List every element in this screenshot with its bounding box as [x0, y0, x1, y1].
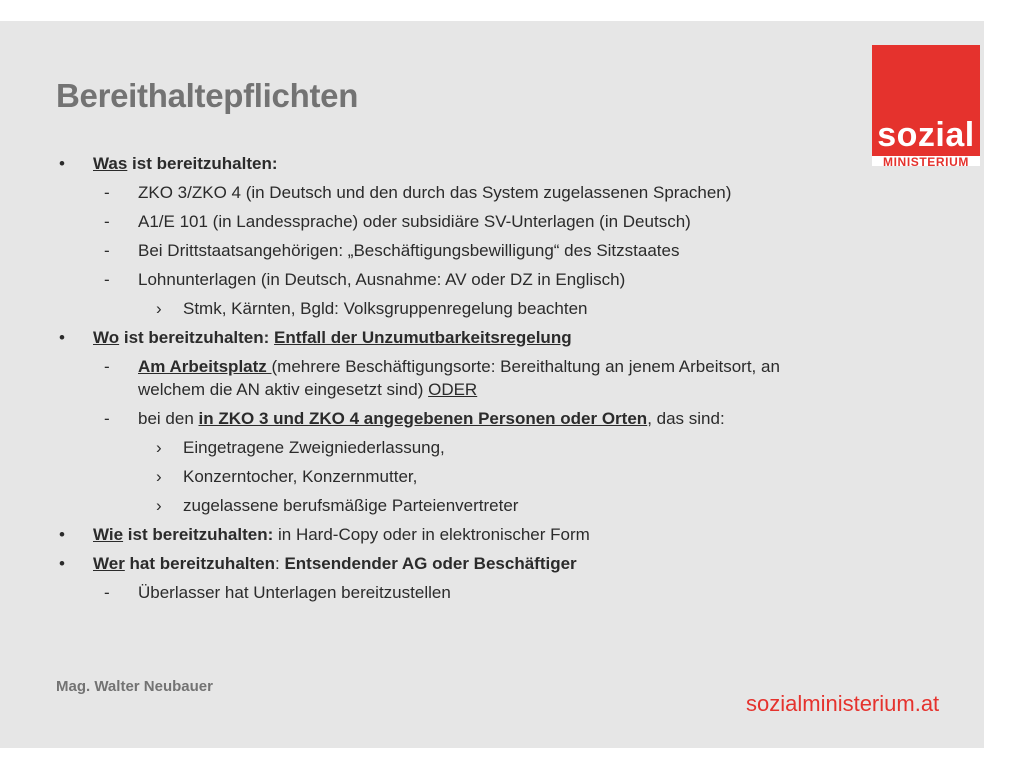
list-item-text: Konzerntocher, Konzernmutter,	[183, 467, 418, 486]
wo-label: Wo	[93, 328, 120, 347]
dash-icon: -	[104, 212, 110, 231]
oder-label: ODER	[428, 380, 478, 399]
wer-rest: hat bereitzuhalten	[124, 554, 275, 573]
chevron-right-icon: ›	[156, 299, 162, 318]
list-item-text: Stmk, Kärnten, Bgld: Volksgruppenregelung beachten	[183, 299, 588, 318]
dash-icon: -	[104, 241, 110, 260]
dash-icon: -	[104, 357, 110, 376]
chevron-right-icon: ›	[156, 467, 162, 486]
bullet-icon: •	[59, 328, 65, 347]
bullet-icon: •	[59, 154, 65, 173]
zko-emphasis: in ZKO 3 und ZKO 4 angegebenen Personen oder Orten	[198, 409, 648, 428]
arbeitsplatz-line2: welchem die AN aktiv eingesetzt sind)	[138, 380, 429, 399]
wer-label: Wer	[93, 554, 125, 573]
was-label: Was	[93, 154, 128, 173]
wie-plain: in Hard-Copy oder in elektronischer Form	[278, 525, 590, 544]
bullet-icon: •	[59, 525, 65, 544]
list-item-text: Bei Drittstaatsangehörigen: „Beschäftigungsbewilligung“ des Sitzstaates	[138, 241, 680, 260]
wie-rest: ist bereitzuhalten:	[123, 525, 278, 544]
chevron-right-icon: ›	[156, 438, 162, 457]
wer-emphasis: Entsendender AG oder Beschäftiger	[284, 554, 577, 573]
list-item-text: zugelassene berufsmäßige Parteienvertreter	[183, 496, 519, 515]
dash-icon: -	[104, 583, 110, 602]
list-item-text: A1/E 101 (in Landessprache) oder subsidiäre SV-Unterlagen (in Deutsch)	[138, 212, 691, 231]
bullet-icon: •	[59, 554, 65, 573]
arbeitsplatz-emphasis: Am Arbeitsplatz	[138, 357, 272, 376]
dash-icon: -	[104, 270, 110, 289]
list-item-text: ZKO 3/ZKO 4 (in Deutsch und den durch das System zugelassenen Sprachen)	[138, 183, 732, 202]
wie-label: Wie	[93, 525, 124, 544]
slide	[0, 21, 984, 748]
chevron-right-icon: ›	[156, 496, 162, 515]
footer-url: sozialministerium.at	[746, 691, 940, 716]
list-item-text: Eingetragene Zweigniederlassung,	[183, 438, 445, 457]
slide-title: Bereithaltepflichten	[56, 77, 359, 114]
wer-colon: :	[275, 554, 285, 573]
list-item-text: Überlasser hat Unterlagen bereitzustellen	[138, 583, 451, 602]
dash-icon: -	[104, 409, 110, 428]
dash-icon: -	[104, 183, 110, 202]
wo-rest: ist bereitzuhalten:	[119, 328, 275, 347]
wo-emphasis: Entfall der Unzumutbarkeitsregelung	[274, 328, 572, 347]
footer-author: Mag. Walter Neubauer	[56, 678, 213, 695]
logo-text-sozial: sozial	[877, 116, 975, 154]
list-item-text: Lohnunterlagen (in Deutsch, Ausnahme: AV oder DZ in Englisch)	[138, 270, 626, 289]
was-rest: ist bereitzuhalten:	[127, 154, 278, 173]
slide-content	[0, 21, 984, 748]
logo-text-ministerium: MINISTERIUM	[872, 156, 980, 166]
arbeitsplatz-rest: (mehrere Beschäftigungsorte: Bereithaltung an jenem Arbeitsort, an	[271, 357, 780, 376]
zko-pre: bei den	[138, 409, 199, 428]
zko-post: , das sind:	[647, 409, 725, 428]
